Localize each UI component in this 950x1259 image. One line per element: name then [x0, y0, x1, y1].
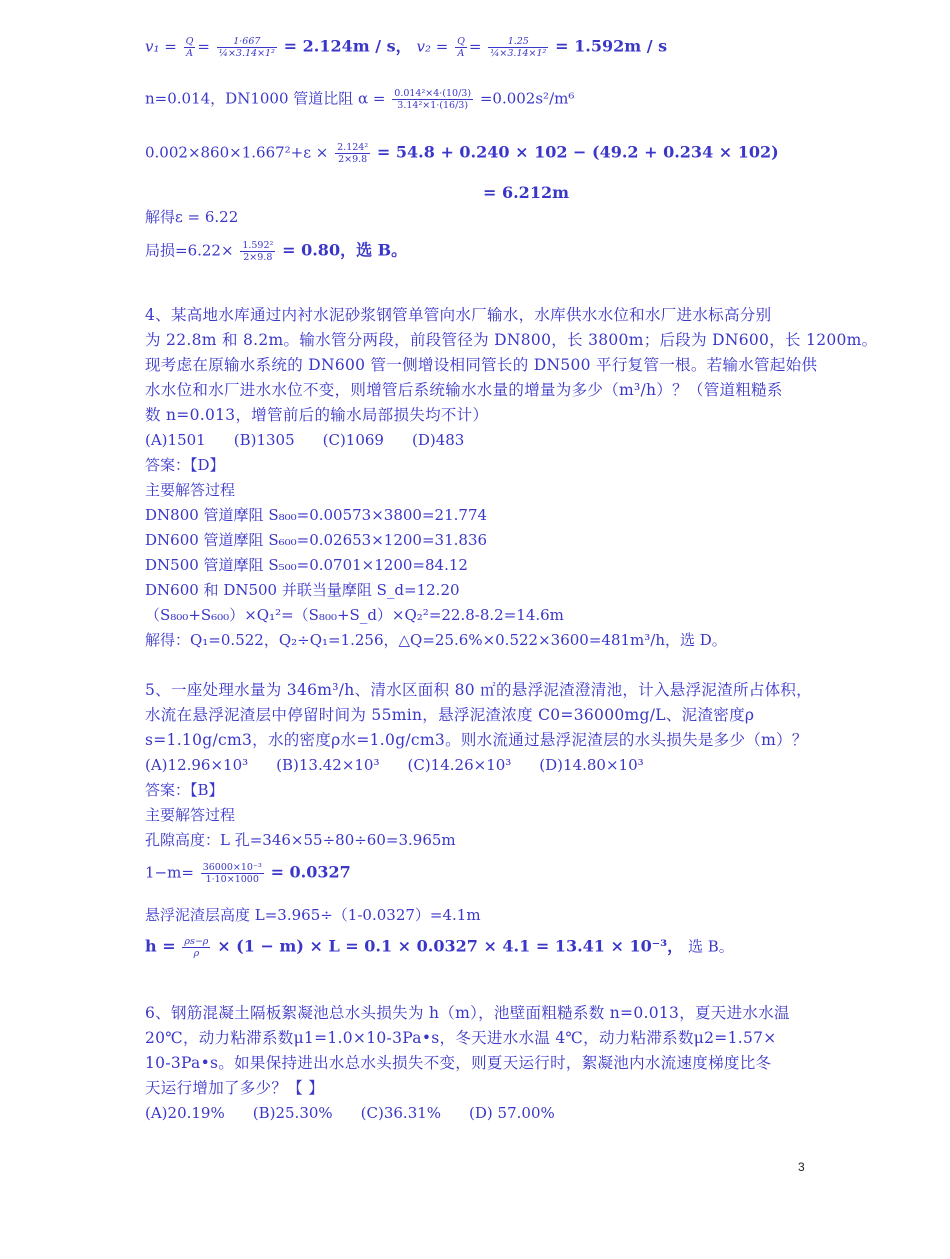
q6-option-a: (A)20.19%: [145, 1104, 225, 1122]
local-loss-line: 局损=6.22× $\frac{\text{1.592²}}{2\times 9.8}$ = 0.80，选 B。: [145, 240, 408, 263]
q5-options: [145, 755, 672, 775]
equation-result: = 6.212m: [483, 183, 570, 202]
q4-options: [145, 430, 492, 450]
q4-line-1: 4、某高地水库通过内衬水泥砂浆钢管单管向水厂输水，水库供水水位和水厂进水标高分别: [145, 306, 772, 324]
v1-fraction: $\frac{1\cdot 667}{\text{¼×3.14×1²}}$: [218, 36, 275, 59]
q4-step-1: DN800 管道摩阻 S₈₀₀=0.00573×3800=21.774: [145, 506, 488, 524]
q4-answer: 答案：【D】: [145, 456, 225, 474]
velocity-head-fraction: $\frac{\text{2.124²}}{2\times 9.8}$: [337, 142, 369, 165]
q6-line-4: 天运行增加了多少？【 】: [145, 1079, 325, 1097]
alpha-fraction: $\frac{\text{0.014²×4·(10/3)}}{\text{3.14²×1·(16/3)}}$: [394, 88, 472, 111]
v2-label: v₂ =: [416, 37, 449, 56]
page-number: 3: [798, 1160, 805, 1174]
v1-result: = 2.124m / s，: [283, 36, 412, 56]
q5-step-3: 悬浮泥渣层高度 L=3.965÷（1-0.0327）=4.1m: [145, 906, 481, 924]
q4-option-a: (A)1501: [145, 431, 206, 449]
q6-option-c: (C)36.31%: [360, 1104, 442, 1122]
q4-line-3: 现考虑在原输水系统的 DN600 管一侧增设相同管长的 DN500 平行复管一根。若输水管起始供: [145, 356, 818, 374]
q4-line-5: 数 n=0.013，增管前后的输水局部损失均不计）: [145, 406, 489, 424]
q5-process-title: 主要解答过程: [145, 806, 236, 824]
q4-line-2: 为 22.8m 和 8.2m。输水管分两段，前段管径为 DN800，长 3800m；后段为 DN600，长 1200m。: [145, 331, 878, 349]
q4-step-5: （S₈₀₀+S₆₀₀）×Q₁²=（S₈₀₀+S_d）×Q₂²=22.8-8.2=14.6m: [145, 606, 564, 624]
q5-option-a: (A)12.96×10³: [145, 756, 249, 774]
q4-process-title: 主要解答过程: [145, 481, 236, 499]
specific-resistance-line: n=0.014，DN1000 管道比阻 α = $\frac{\text{0.014²×4·(10/3)}}{\text{3.14²×1·(16/3)}}$ =0.002s²/m⁶: [145, 88, 575, 111]
q-over-a-2: $\frac{Q}{A}$: [457, 36, 465, 59]
q5-line-3: s=1.10g/cm3，水的密度ρ水=1.0g/cm3。则水流通过悬浮泥渣层的水头损失是多少（m）？: [145, 731, 808, 749]
q4-option-b: (B)1305: [233, 431, 295, 449]
q4-option-c: (C)1069: [322, 431, 384, 449]
q4-step-3: DN500 管道摩阻 S₅₀₀=0.0701×1200=84.12: [145, 556, 468, 574]
q5-answer: 答案：【B】: [145, 781, 224, 799]
local-loss-fraction: $\frac{\text{1.592²}}{2\times 9.8}$: [242, 240, 274, 263]
q5-line-1: 5、一座处理水量为 346m³/h、清水区面积 80 ㎡的悬浮泥渣澄清池，计入悬浮泥渣所占体积，: [145, 681, 812, 699]
q4-line-4: 水水位和水厂进水水位不变，则增管后系统输水水量的增量为多少（m³/h）？（管道粗糙系: [145, 381, 783, 399]
q4-step-4: DN600 和 DN500 并联当量摩阻 S_d=12.20: [145, 581, 460, 599]
q5-step-1: 孔隙高度：L 孔=346×55÷80÷60=3.965m: [145, 831, 456, 849]
q-over-a-1: $\frac{Q}{A}$: [185, 36, 194, 59]
q6-line-2: 20℃，动力粘滞系数μ1=1.0×10-3Pa•s，冬天进水水温 4℃，动力粘滞系数μ2=1.57×: [145, 1029, 777, 1047]
q5-option-b: (B)13.42×10³: [276, 756, 380, 774]
q5-line-2: 水流在悬浮泥渣层中停留时间为 55min，悬浮泥渣浓度 C0=36000mg/L、泥渣密度ρ: [145, 706, 755, 724]
v2-fraction: $\frac{1.25}{\text{¼×3.14×1²}}$: [490, 36, 547, 59]
q6-line-1: 6、钢筋混凝土隔板絮凝池总水头损失为 h（m），池壁面粗糙系数 n=0.013，夏天进水水温: [145, 1004, 790, 1022]
q6-option-b: (B)25.30%: [252, 1104, 333, 1122]
density-ratio-fraction: $\frac{\rho s-\rho}{\rho}$: [184, 936, 209, 959]
porosity-fraction: $\frac{\text{36000×10⁻³}}{1\cdot 10\times 1000}$: [202, 862, 262, 885]
q5-step-2: 1−m= $\frac{\text{36000×10⁻³}}{1\cdot 10\times 1000}$ = 0.0327: [145, 862, 351, 885]
q6-options: [145, 1103, 583, 1123]
velocity-line: v₁ = $\frac{Q}{A}$ = $\frac{1\cdot 667}{\text{¼×3.14×1²}}$ = 2.124m / s， v₂ = $\frac{Q}{A}$ = $\frac{1.25}{\text{¼×3.14×1²}}$ = 1.592m / s: [145, 36, 668, 59]
q6-line-3: 10-3Pa•s。如果保持进出水总水头损失不变，则夏天运行时，絮凝池内水流速度梯度比冬: [145, 1054, 772, 1072]
q4-step-2: DN600 管道摩阻 S₆₀₀=0.02653×1200=31.836: [145, 531, 488, 549]
q4-option-d: (D)483: [411, 431, 465, 449]
energy-equation-line: 0.002×860×1.667²+ε × $\frac{\text{2.124²}}{2\times 9.8}$ = 54.8 + 0.240 × 102 − (49.2 + 0.234 × 102): [145, 142, 779, 165]
v1-label: v₁ =: [145, 37, 177, 56]
q4-step-6: 解得：Q₁=0.522，Q₂÷Q₁=1.256，△Q=25.6%×0.522×3600=481m³/h，选 D。: [145, 631, 727, 649]
q6-option-d: (D) 57.00%: [469, 1104, 555, 1122]
q5-option-d: (D)14.80×10³: [539, 756, 644, 774]
q5-step-4: h = $\frac{\rho s-\rho}{\rho}$ × (1 − m) × L = 0.1 × 0.0327 × 4.1 = 13.41 × 10⁻³， 选 B。: [145, 936, 734, 959]
q5-option-c: (C)14.26×10³: [407, 756, 512, 774]
solve-line: 解得ε = 6.22: [145, 208, 239, 226]
v2-result: = 1.592m / s: [555, 36, 668, 56]
